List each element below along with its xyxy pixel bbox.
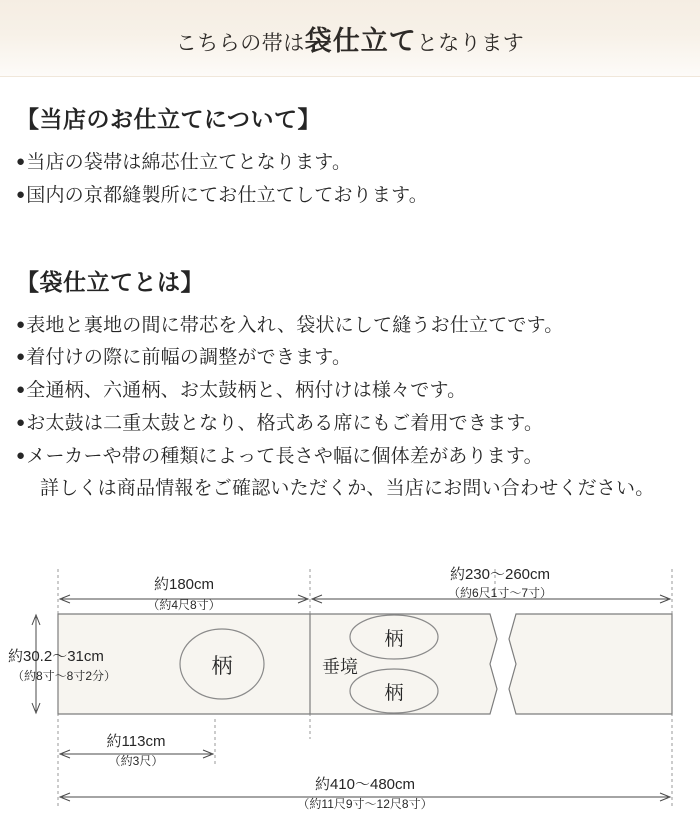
bullet-text: 表地と裏地の間に帯芯を入れ、袋状にして縫うお仕立てです。 [26, 314, 564, 336]
dim-height-sub: （約8寸〜8寸2分） [12, 669, 117, 684]
obi-dimension-diagram [0, 539, 700, 839]
bullet-text: お太鼓は二重太鼓となり、格式ある席にもご着用できます。 [26, 412, 544, 434]
bullet-item [16, 148, 684, 179]
bullet-item [16, 376, 684, 407]
pattern-label-upper: 柄 [384, 629, 404, 651]
bullet-item [16, 409, 684, 440]
obi-band-right [509, 614, 672, 714]
dim-bottom-left-sub: （約3尺） [108, 754, 164, 769]
section-about-tailoring [16, 101, 684, 212]
page-banner [0, 0, 700, 77]
dim-top-right-sub: （約6尺1寸〜7寸） [447, 586, 553, 601]
banner-prefix: こちらの帯は [175, 30, 305, 55]
dim-total-sub: （約11尺9寸〜12尺8寸） [297, 797, 433, 812]
bullet-dot-icon: ● [16, 382, 26, 399]
bullet-text: 当店の袋帯は綿芯仕立てとなります。 [26, 152, 352, 173]
bullet-dot-icon: ● [16, 349, 26, 366]
dim-top-left-main: 約180cm [153, 576, 215, 594]
banner-text [176, 19, 525, 58]
dim-total-main: 約410〜480cm [314, 776, 416, 794]
bullet-text: 着付けの際に前幅の調整ができます。 [26, 347, 352, 369]
dim-bottom-left-main: 約113cm [106, 733, 166, 751]
bullet-item [16, 311, 684, 342]
dim-top-right-main: 約230〜260cm [449, 566, 551, 584]
bullet-text: 全通柄、六通柄、お太鼓柄と、柄付けは様々です。 [26, 380, 467, 402]
obi-band [58, 614, 672, 714]
pattern-label-large: 柄 [211, 654, 233, 679]
bullet-dot-icon: ● [16, 316, 26, 333]
section-what-is-fukuro [16, 264, 684, 506]
bullet-subnote: 詳しくは商品情報をご確認いただくか、当店にお問い合わせください。 [40, 478, 655, 500]
bullet-dot-icon: ● [16, 414, 26, 431]
pattern-label-lower: 柄 [384, 683, 404, 705]
obi-band-left [58, 614, 497, 714]
section-title: 【当店のお仕立てについて】 [16, 107, 322, 132]
bullet-item [16, 343, 684, 374]
banner-suffix: となります [416, 30, 525, 55]
divider-label: 垂境 [322, 657, 358, 678]
bullet-text: 国内の京都縫製所にてお仕立てしております。 [26, 184, 428, 206]
bullet-item [16, 181, 684, 212]
bullet-dot-icon: ● [16, 447, 26, 464]
bullet-item [16, 442, 684, 473]
section-title: 【袋仕立てとは】 [16, 269, 204, 295]
dim-height-main: 約30.2〜31cm [8, 648, 104, 666]
banner-highlight: 袋仕立て [304, 25, 417, 56]
bullet-text: メーカーや帯の種類によって長さや幅に個体差があります。 [26, 445, 543, 467]
content-area [0, 77, 700, 505]
bullet-dot-icon: ● [16, 186, 26, 203]
bullet-dot-icon: ● [16, 154, 26, 170]
dim-top-left-sub: （約4尺8寸） [147, 598, 221, 613]
